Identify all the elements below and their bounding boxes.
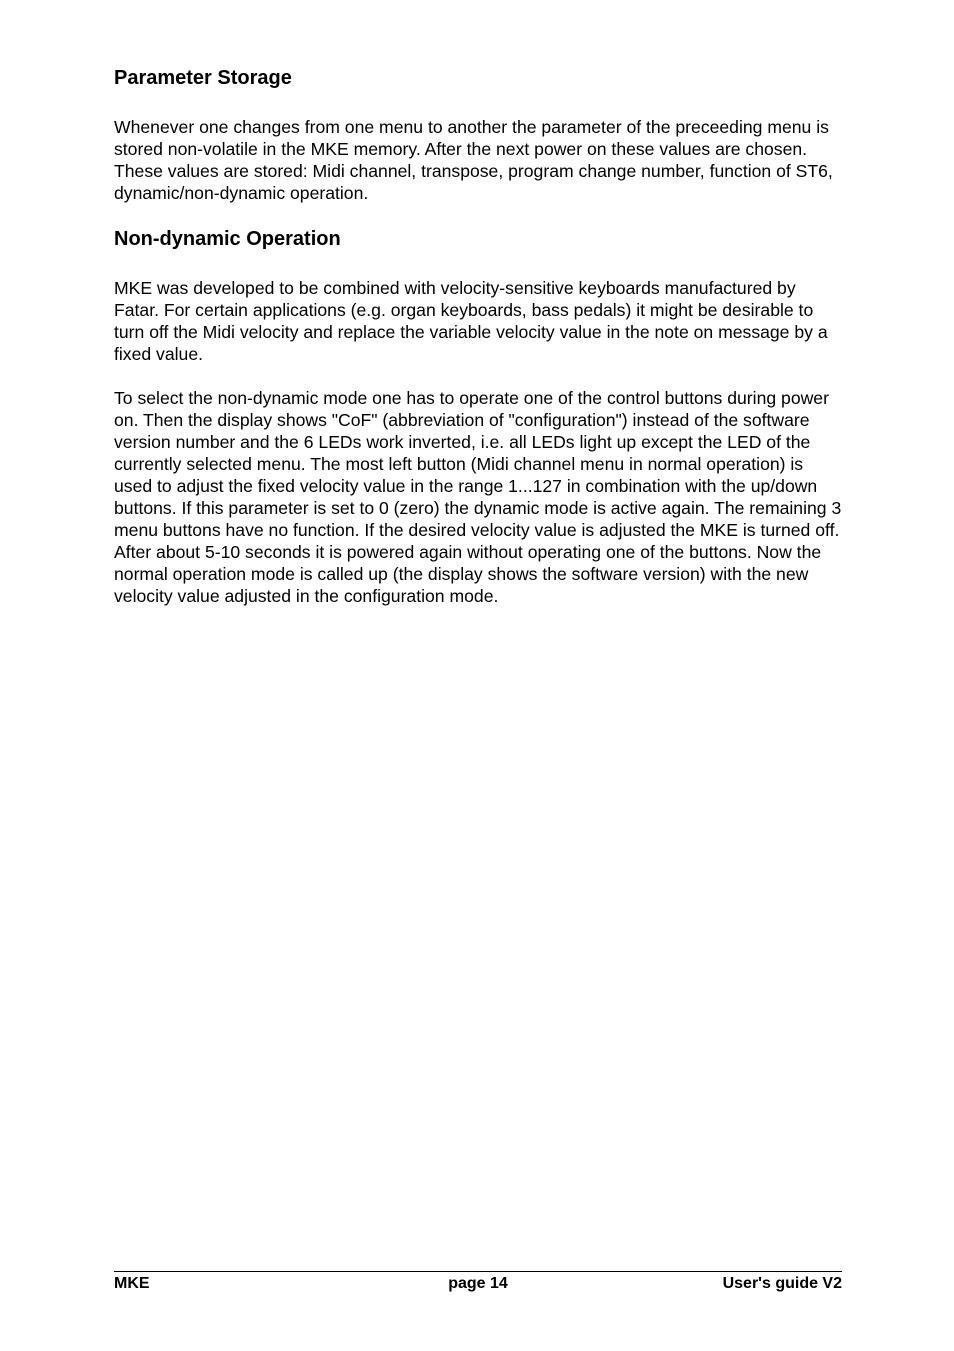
- page-footer: [114, 1271, 842, 1292]
- page-content: [114, 64, 844, 607]
- paragraph-non-dynamic-intro: MKE was developed to be combined with velocity-sensitive keyboards manufactured by Fatar. For certain applications (e.g. organ keyboards, bass pedals) it might be desirable to turn off the Midi velocity and replace the variable velocity value in the note on message by a fixed value.: [114, 278, 828, 364]
- footer-product-name: MKE: [114, 1275, 150, 1292]
- footer-guide-version: User's guide V2: [722, 1275, 842, 1292]
- section-title-non-dynamic-operation: Non-dynamic Operation: [114, 228, 341, 250]
- paragraph-parameter-storage: Whenever one changes from one menu to another the parameter of the preceeding menu is stored non-volatile in the MKE memory. After the next power on these values are chosen. These values are stored: Midi channel, transpose, program change number, function of ST6, dynamic/non-dynamic operation.: [114, 117, 833, 203]
- footer-page-number: page 14: [448, 1275, 508, 1292]
- paragraph-non-dynamic-procedure: To select the non-dynamic mode one has to operate one of the control buttons during power on. Then the display shows "CoF" (abbreviation of "configuration") instead of the software version number and the 6 LEDs work inverted, i.e. all LEDs light up except the LED of the currently selected menu. The most left button (Midi channel menu in normal operation) is used to adjust the fixed velocity value in the range 1...127 in combination with the up/down buttons. If this parameter is set to 0 (zero) the dynamic mode is active again. The remaining 3 menu buttons have no function. If the desired velocity value is adjusted the MKE is turned off. After about 5-10 seconds it is powered again without operating one of the buttons. Now the normal operation mode is called up (the display shows the software version) with the new velocity value adjusted in the configuration mode.: [114, 388, 842, 606]
- section-title-parameter-storage: Parameter Storage: [114, 67, 292, 89]
